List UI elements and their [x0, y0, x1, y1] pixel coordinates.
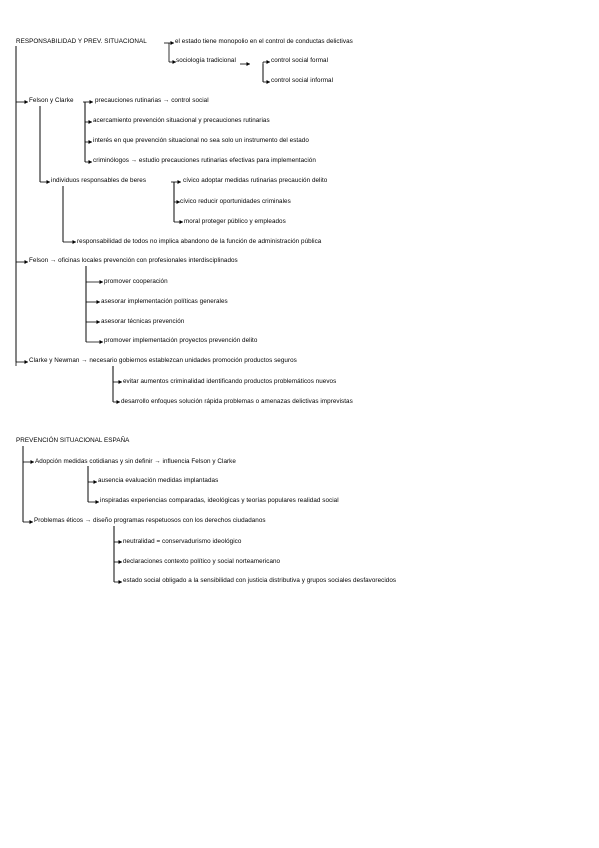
node-ausencia-evaluacion: ausencia evaluación medidas implantadas: [98, 477, 219, 484]
node-acercamiento: acercamiento prevención situacional y precauciones rutinarias: [93, 117, 270, 124]
arrowhead: [97, 300, 101, 304]
arrowhead: [30, 520, 34, 524]
arrowhead: [94, 480, 98, 484]
arrowhead: [117, 400, 121, 404]
arrowhead: [89, 140, 93, 144]
arrowhead: [90, 100, 94, 104]
arrowhead: [25, 360, 29, 364]
node-estado-monopolio: el estado tiene monopolio en el control de conductas delictivas: [175, 38, 353, 45]
arrowhead: [31, 460, 35, 464]
arrowhead: [267, 60, 271, 64]
node-responsabilidad-todos: responsabilidad de todos no implica abandono de la función de administración pública: [77, 238, 322, 245]
node-problemas-eticos: Problemas éticos → diseño programas respetuosos con los derechos ciudadanos: [34, 517, 266, 524]
arrowhead: [100, 280, 104, 284]
node-felson-clarke: Felson y Clarke: [29, 97, 74, 104]
node-asesorar-politicas: asesorar implementación políticas generales: [101, 298, 228, 305]
node-promover-cooperacion: promover cooperación: [104, 278, 168, 285]
node-adopcion-medidas: Adopción medidas cotidianas y sin definir → influencia Felson y Clarke: [35, 458, 236, 465]
node-evitar-aumentos: evitar aumentos criminalidad identificando productos problemáticos nuevos: [123, 378, 337, 385]
node-interes: interés en que prevención situacional no sea solo un instrumento del estado: [93, 137, 309, 144]
node-individuos-responsables: individuos responsables de beres: [51, 177, 147, 184]
node-control-social-informal: control social informal: [271, 77, 334, 84]
node-neutralidad: neutralidad = conservadurismo ideológico: [123, 538, 242, 545]
node-criminologos: criminólogos → estudio precauciones rutinarias efectivas para implementación: [93, 157, 316, 164]
arrowhead: [178, 180, 182, 184]
node-estado-social: estado social obligado a la sensibilidad con justicia distributiva y grupos sociales desfavorecidos: [123, 577, 397, 584]
node-control-social-formal: control social formal: [271, 57, 329, 64]
node-clarke-newman: Clarke y Newman → necesario gobiernos establezcan unidades promoción productos seguros: [29, 357, 297, 364]
arrowhead: [97, 320, 101, 324]
arrowhead: [247, 62, 251, 66]
arrowhead: [89, 120, 93, 124]
arrowhead: [89, 160, 93, 164]
arrowhead: [180, 220, 184, 224]
arrowhead: [119, 580, 123, 584]
arrowhead: [100, 340, 104, 344]
node-inspiradas-experiencias: inspiradas experiencias comparadas, ideológicas y teorías populares realidad social: [100, 497, 339, 504]
arrowhead: [171, 41, 175, 45]
node-felson-oficinas: Felson → oficinas locales prevención con profesionales interdisciplinados: [29, 257, 238, 264]
node-civico-reducir: cívico reducir oportunidades criminales: [180, 198, 291, 205]
arrowhead: [25, 100, 29, 104]
arrowhead: [267, 80, 271, 84]
node-moral-proteger: moral proteger público y empleados: [184, 218, 286, 225]
node-declaraciones: declaraciones contexto político y social norteamericano: [123, 558, 281, 565]
node-sociologia-tradicional: sociología tradicional: [176, 57, 236, 64]
arrowhead: [73, 240, 77, 244]
arrowhead: [119, 540, 123, 544]
section-title-espana: PREVENCIÓN SITUACIONAL ESPAÑA: [16, 437, 130, 444]
arrowhead: [25, 260, 29, 264]
node-precauciones-rutinarias: precauciones rutinarias → control social: [95, 97, 209, 104]
arrowhead: [119, 380, 123, 384]
arrowhead: [119, 560, 123, 564]
node-promover-proyectos: promover implementación proyectos prevención delito: [104, 337, 258, 344]
node-desarrollo-enfoques: desarrollo enfoques solución rápida problemas o amenazas delictivas imprevistas: [121, 398, 353, 405]
node-civico-adoptar: cívico adoptar medidas rutinarias precaución delito: [183, 177, 328, 184]
node-asesorar-tecnicas: asesorar técnicas prevención: [101, 318, 185, 325]
arrowhead: [96, 500, 100, 504]
arrowhead: [47, 180, 51, 184]
section-title-responsabilidad: RESPONSABILIDAD Y PREV. SITUACIONAL: [16, 38, 147, 45]
